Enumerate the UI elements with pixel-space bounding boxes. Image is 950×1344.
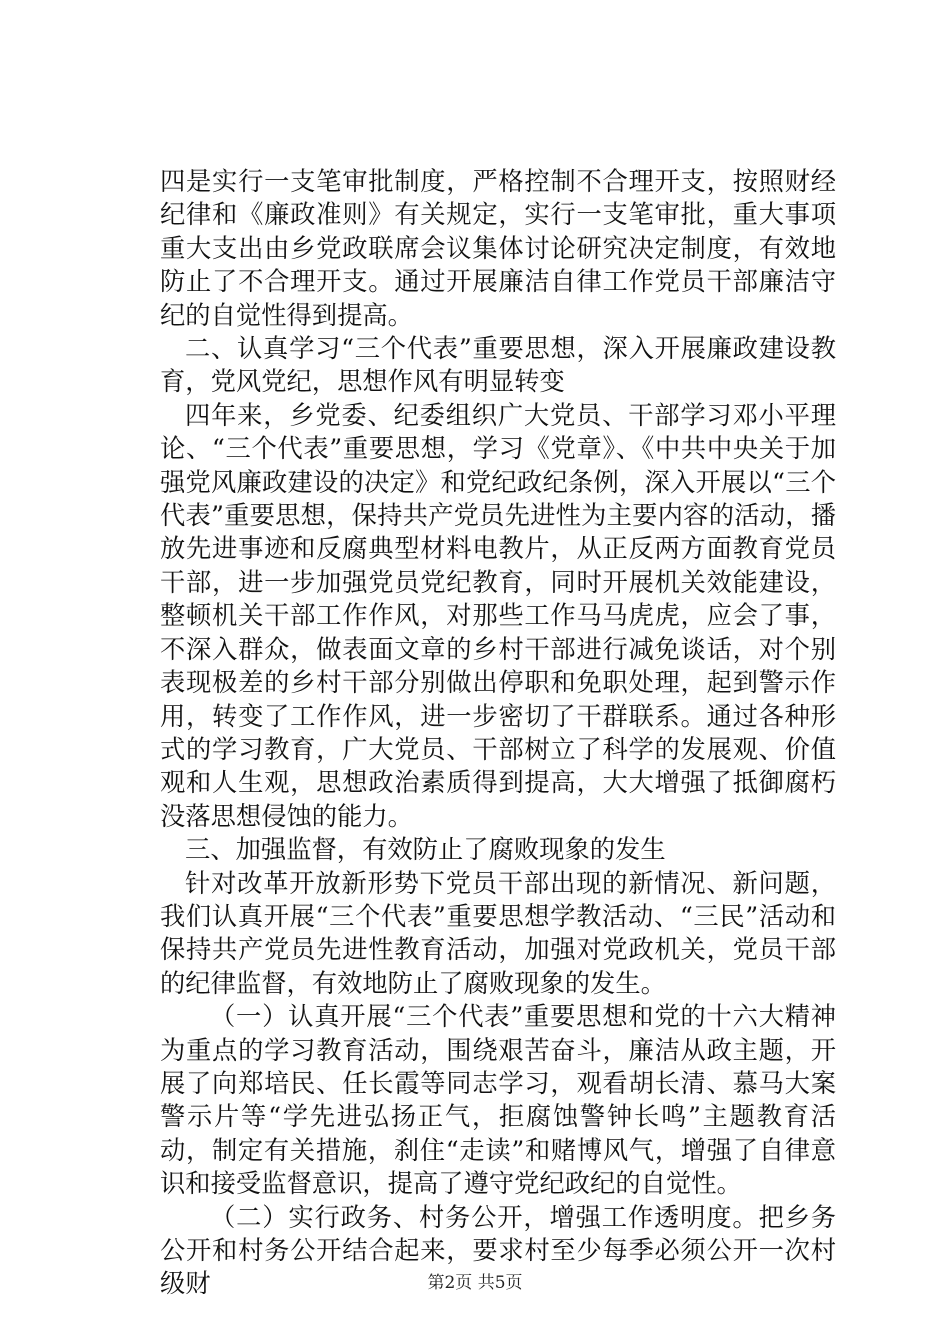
paragraph-reform: 针对改革开放新形势下党员干部出现的新情况、新问题，我们认真开展“三个代表”重要思想学教活动、“三民”活动和保持共产党员先进性教育活动，加强对党政机关，党员干部的纪律监督，有效地防止了腐败现象的发生。 [160, 868, 836, 998]
section-heading-two: 二、认真学习“三个代表”重要思想，深入开展廉政建设教育，党风党纪，思想作风有明显转变 [160, 334, 836, 397]
paragraph-item-one: （一）认真开展“三个代表”重要思想和党的十六大精神为重点的学习教育活动，围绕艰苦奋斗，廉洁从政主题，开展了向郑培民、任长霞等同志学习，观看胡长清、慕马大案警示片等“学先进弘扬正气，拒腐蚀警钟长鸣”主题教育活动，制定有关措施，刹住“走读”和赌博风气，增强了自律意识和接受监督意识，提高了遵守党纪政纪的自觉性。 [160, 1002, 836, 1199]
page-number-footer: 第2页 共5页 [427, 1273, 523, 1293]
paragraph-four-years: 四年来，乡党委、纪委组织广大党员、干部学习邓小平理论、“三个代表”重要思想，学习《党章》、《中共中央关于加强党风廉政建设的决定》和党纪政纪条例，深入开展以“三个代表”重要思想，保持共产党员先进性为主要内容的活动，播放先进事迹和反腐典型材料电教片，从正反两方面教育党员干部，进一步加强党员党纪教育，同时开展机关效能建设，整顿机关干部工作作风，对那些工作马马虎虎，应会了事，不深入群众，做表面文章的乡村干部进行减免谈话，对个别表现极差的乡村干部分别做出停职和免职处理，起到警示作用，转变了工作作风，进一步密切了干群联系。通过各种形式的学习教育，广大党员、干部树立了科学的发展观、价值观和人生观，思想政治素质得到提高，大大增强了抵御腐朽没落思想侵蚀的能力。 [160, 400, 836, 831]
paragraph-item-two: （二）实行政务、村务公开，增强工作透明度。把乡务公开和村务公开结合起来，要求村至少每季必须公开一次村级财 [160, 1202, 836, 1299]
section-heading-three: 三、加强监督，有效防止了腐败现象的发生 [185, 835, 666, 865]
paragraph-approval-system: 四是实行一支笔审批制度，严格控制不合理开支，按照财经纪律和《廉政准则》有关规定，实行一支笔审批，重大事项重大支出由乡党政联席会议集体讨论研究决定制度，有效地防止了不合理开支。通过开展廉洁自律工作党员干部廉洁守纪的自觉性得到提高。 [160, 167, 836, 330]
document-body [160, 165, 836, 1301]
